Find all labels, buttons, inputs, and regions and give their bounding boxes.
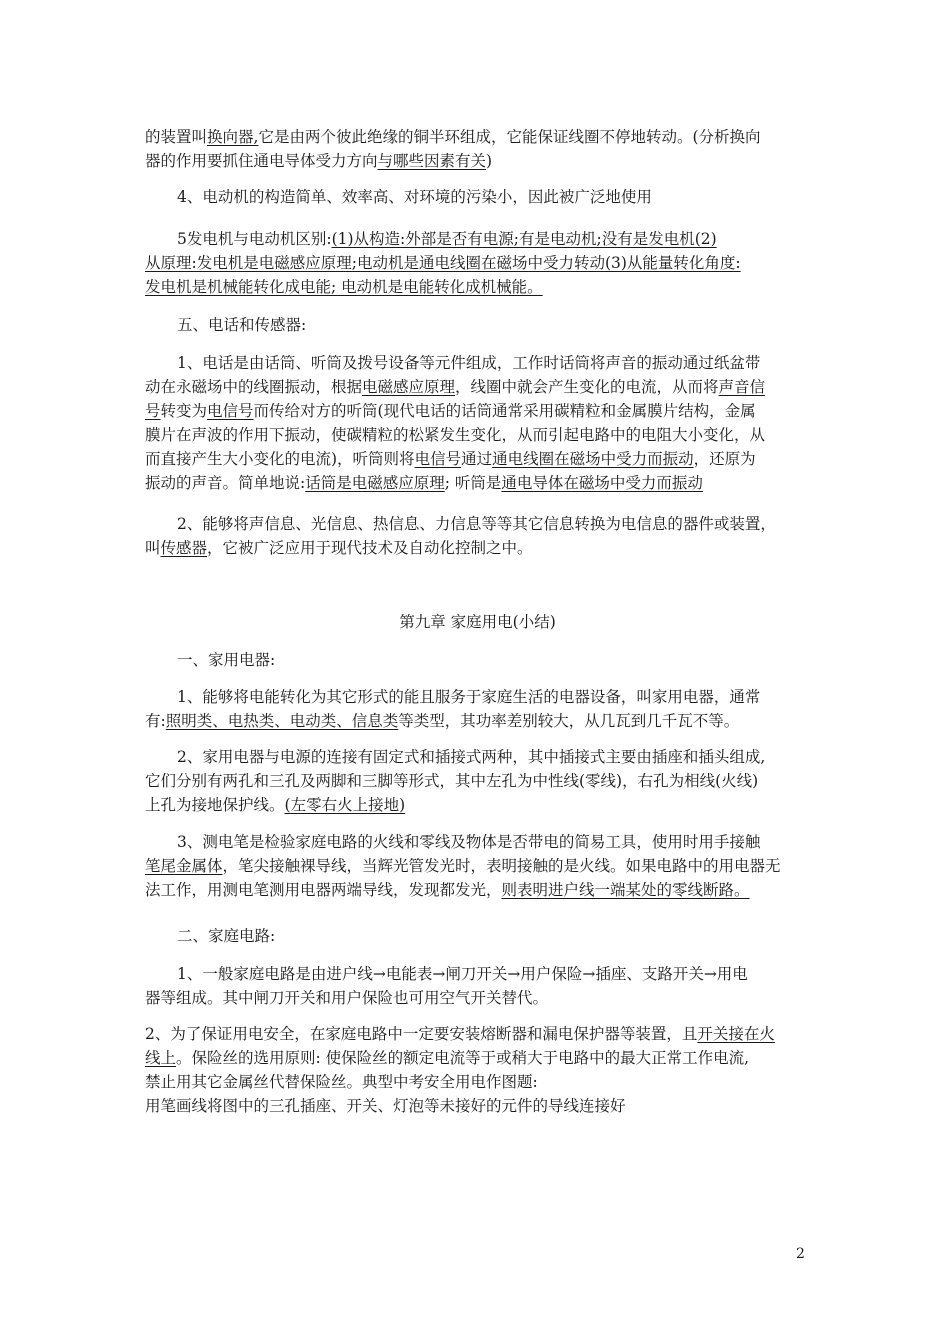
text-line — [145, 878, 810, 902]
heading-text: 二、家庭电路: — [177, 927, 276, 945]
text-line: 2、家用电器与电源的连接有固定式和插接式两种，其中插接式主要由插座和插头组成, — [177, 748, 766, 766]
section-heading-home-circuit — [145, 924, 842, 948]
text-line: 1、电话是由话筒、听筒及拨号设备等元件组成，工作时话筒将声音的振动通过纸盆带 — [177, 354, 761, 372]
underlined-term: 电信号 — [414, 450, 462, 468]
heading-text: 五、电话和传感器: — [177, 316, 307, 334]
text-run: 的装置叫 — [145, 128, 208, 146]
underlined-term: 线上 — [145, 1049, 177, 1067]
text-run: 有: — [145, 712, 166, 730]
chapter-title-text: 第九章 家庭用电(小结) — [399, 613, 556, 631]
text-line — [145, 536, 810, 560]
underlined-term: 则表明进户线一端某处的零线断路。 — [501, 881, 750, 899]
text-run: 法工作，用测电笔测用电器两端导线，发现都发光， — [145, 881, 502, 899]
text-line — [145, 125, 810, 149]
paragraph-telephone — [145, 351, 810, 495]
text-run: 通过 — [461, 450, 493, 468]
text-line: 3、测电笔是检验家庭电路的火线和零线及物体是否带电的简易工具，使用时用手接触 — [177, 833, 761, 851]
text-line: 用笔画线将图中的三孔插座、开关、灯泡等未接好的元件的导线连接好 — [145, 1097, 626, 1115]
text-line — [145, 854, 810, 878]
text-run: 5发电机与电动机区别: — [177, 230, 332, 248]
text-line — [145, 149, 810, 173]
underlined-term: 通电导体在磁场中受力而振动 — [501, 474, 703, 492]
underlined-term: 电信号 — [207, 402, 254, 420]
section-heading-telephone-sensors — [145, 313, 842, 337]
text-line — [145, 709, 810, 733]
text-line — [145, 1046, 810, 1070]
text-run: ) — [486, 152, 493, 170]
underlined-term: 通电线圈在磁场中受力而振动 — [492, 450, 694, 468]
paragraph-appliance-definition — [145, 685, 810, 733]
text-line — [145, 375, 810, 399]
paragraph-test-pen — [145, 830, 810, 902]
paragraph-socket-connection — [145, 745, 810, 817]
text-line — [145, 471, 810, 495]
underlined-line: 从原理:发电机是电磁感应原理;电动机是通电线圈在磁场中受力转动(3)从能量转化角度: — [145, 254, 741, 272]
paragraph-sensors — [145, 512, 810, 560]
text-run: ; 听筒是 — [444, 474, 502, 492]
text-run: 2、为了保证用电安全，在家庭电路中一定要安装熔断器和漏电保护器等装置，且 — [145, 1025, 698, 1043]
underlined-term: (左零右火上接地) — [284, 796, 406, 814]
text-run: ，还原为 — [693, 450, 756, 468]
section-heading-appliances — [145, 648, 842, 672]
paragraph-electrical-safety — [145, 1022, 810, 1118]
text-run: 转变为 — [160, 402, 208, 420]
underlined-term: 电磁感应原理 — [362, 378, 456, 396]
text-run: 等类型，其功率差别较大，从几瓦到几千瓦不等。 — [398, 712, 740, 730]
text-run: 。保险丝的选用原则: 使保险丝的额定电流等于或稍大于电路中的最大正常工作电流, — [176, 1049, 750, 1067]
text-line: 器等组成。其中闸刀开关和用户保险也可用空气开关替代。 — [145, 989, 549, 1007]
text-run: 它是由两个彼此绝缘的铜半环组成，它能保证线圈不停地转动。(分析换向 — [258, 128, 761, 146]
underlined-term: 号 — [145, 402, 161, 420]
underlined-term: 换向器, — [207, 128, 259, 146]
page-number: 2 — [796, 1246, 805, 1262]
underlined-term: 照明类、电热类、电动类、信息类 — [165, 712, 399, 730]
text-run: ，它被广泛应用于现代技术及自动化控制之中。 — [207, 539, 533, 557]
text-line: 2、能够将声信息、光信息、热信息、力信息等等其它信息转换为电信息的器件或装置， — [177, 515, 776, 533]
paragraph-generator-vs-motor — [145, 227, 810, 299]
text-line: 1、一般家庭电路是由进户线→电能表→闸刀开关→用户保险→插座、支路开关→用电 — [177, 965, 748, 983]
text-line: 禁止用其它金属丝代替保险丝。典型中考安全用电作图题: — [145, 1073, 538, 1091]
paragraph-commutator — [145, 125, 810, 173]
text-line: 它们分别有两孔和三孔及两脚和三脚等形式，其中左孔为中性线(零线)，右孔为相线(火线) — [145, 772, 759, 790]
underlined-term: 与哪些因素有关 — [377, 152, 487, 170]
chapter-title — [145, 610, 810, 634]
text-run: ，线圈中就会产生变化的电流，从而将 — [455, 378, 719, 396]
paragraph-circuit-components — [145, 962, 810, 1010]
text-run: 动在永磁场中的线圈振动，根据 — [145, 378, 363, 396]
text-line — [145, 447, 810, 471]
text-line: 1、能够将电能转化为其它形式的能且服务于家庭生活的电器设备，叫家用电器，通常 — [177, 688, 761, 706]
underlined-term: (1)从构造:外部是否有电源;有是电动机;没有是发电机(2) — [331, 230, 717, 248]
text-run: 而直接产生大小变化的电流)，听筒则将 — [145, 450, 415, 468]
underlined-term: 笔尾金属体 — [145, 857, 223, 875]
text-line — [145, 793, 810, 817]
underlined-line: 发电机是机械能转化成电能; 电动机是电能转化成机械能。 — [145, 278, 543, 296]
underlined-term: 开关接在火 — [697, 1025, 775, 1043]
text-line: 膜片在声波的作用下振动，使碳精粒的松紧发生变化，从而引起电路中的电阻大小变化，从 — [145, 426, 766, 444]
underlined-term: 话筒是电磁感应原理 — [305, 474, 445, 492]
text-run: ，笔尖接触裸导线，当辉光管发光时，表明接触的是火线。如果电路中的用电器无 — [222, 857, 781, 875]
text-line: 4、电动机的构造简单、效率高、对环境的污染小，因此被广泛地使用 — [177, 188, 652, 206]
underlined-term: 传感器 — [160, 539, 208, 557]
text-run: 振动的声音。简单地说: — [145, 474, 306, 492]
text-line — [145, 399, 810, 423]
text-line — [145, 227, 810, 251]
text-line — [145, 1022, 810, 1046]
underlined-term: 声音信 — [718, 378, 766, 396]
text-run: 器的作用要抓住通电导体受力方向 — [145, 152, 378, 170]
paragraph-motor-advantages — [145, 185, 842, 209]
heading-text: 一、家用电器: — [177, 651, 276, 669]
text-run: 上孔为接地保护线。 — [145, 796, 285, 814]
text-run: 而传给对方的听筒(现代电话的话筒通常采用碳精粒和金属膜片结构，金属 — [253, 402, 756, 420]
text-run: 叫 — [145, 539, 161, 557]
